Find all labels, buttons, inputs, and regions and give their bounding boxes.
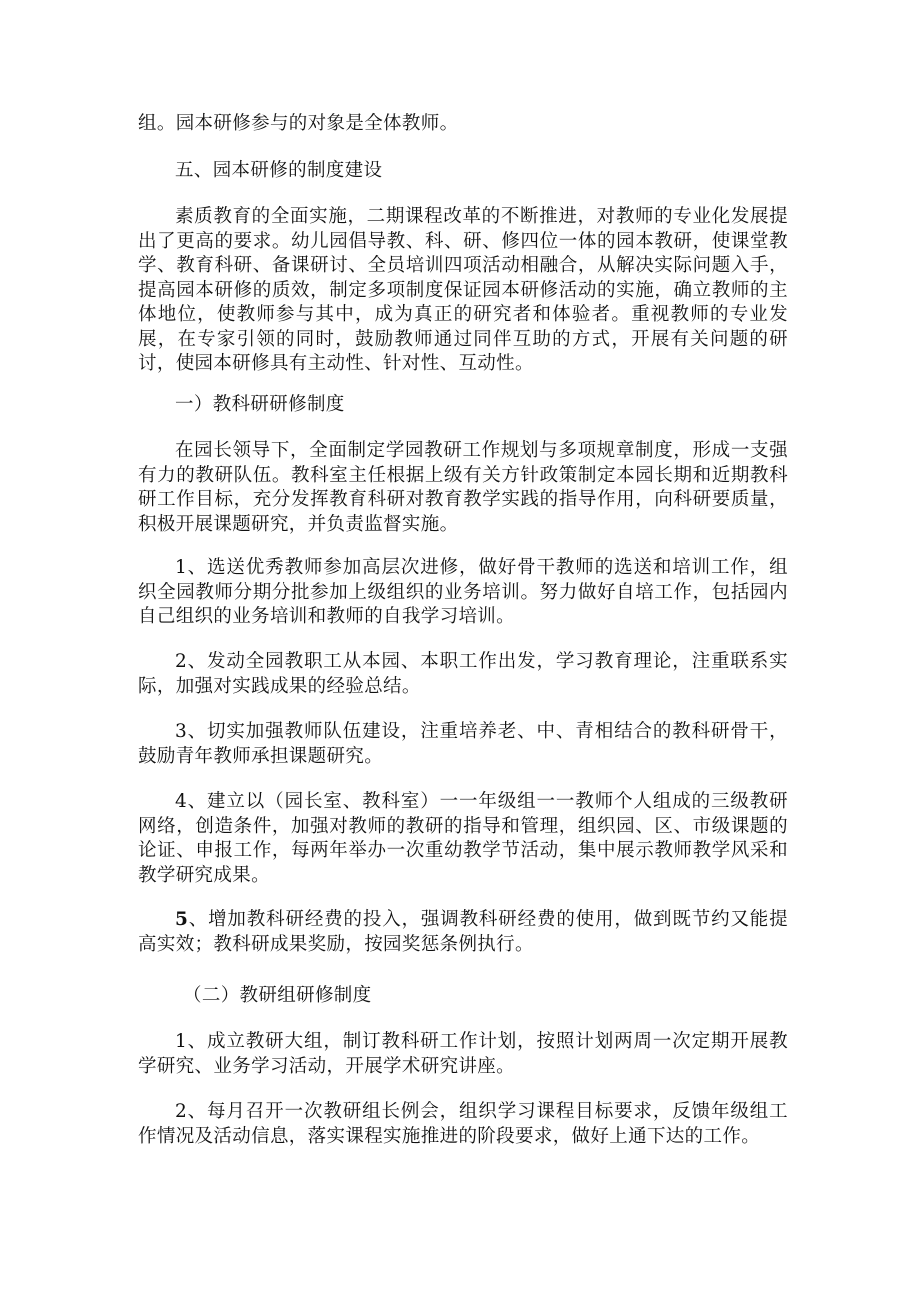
list-item-2-1: 1、成立教研大组，制订教科研工作计划，按照计划两周一次定期开展教学研究、业务学习活动，开展学术研究讲座。: [138, 1031, 788, 1077]
paragraph-intro: 素质教育的全面实施，二期课程改革的不断推进，对教师的专业化发展提出了更高的要求。幼儿园倡导教、科、研、修四位一体的园本教研，使课堂教学、教育科研、备课研讨、全员培训四项活动相融合，从解决实际问题入手，提高园本研修的质效，制定多项制度保证园本研修活动的实施，确立教师的主体地位，使教师参与其中，成为真正的研究者和体验者。重视教师的专业发展，在专家引领的同时，鼓励教师通过同伴互助的方式，开展有关问题的研讨，使园本研修具有主动性、针对性、互动性。: [138, 206, 788, 374]
subsection-heading-1: 一）教科研研修制度: [175, 394, 345, 415]
list-item-3: 3、切实加强教师队伍建设，注重培养老、中、青相结合的教科研骨干，鼓励青年教师承担课题研究。: [138, 721, 788, 767]
subsection-heading-2: （二）教研组研修制度: [183, 985, 372, 1006]
list-item-1: 1、选送优秀教师参加高层次进修，做好骨干教师的选送和培训工作，组织全园教师分期分批参加上级组织的业务培训。努力做好自培工作，包括园内自己组织的业务培训和教师的自我学习培训。: [138, 557, 788, 627]
list-item-4: 4、建立以（园长室、教科室）一一年级组一一教师个人组成的三级教研网络，创造条件，加强对教师的教研的指导和管理，组织园、区、市级课题的论证、申报工作，每两年举办一次重幼教学节活动，集中展示教师教学风采和教学研究成果。: [138, 791, 788, 886]
list-item-5-text: 、增加教科研经费的投入，强调教科研经费的使用，做到既节约又能提高实效；教科研成果奖励，按园奖惩条例执行。: [138, 909, 788, 955]
list-item-5-number: 5: [175, 909, 189, 930]
paragraph-leadership: 在园长领导下，全面制定学园教研工作规划与多项规章制度，形成一支强有力的教研队伍。教科室主任根据上级有关方针政策制定本园长期和近期教科研工作目标，充分发挥教育科研对教育教学实践的指导作用，向科研要质量，积极开展课题研究，并负责监督实施。: [138, 440, 788, 535]
list-item-5: [138, 908, 788, 957]
section-heading-5: 五、园本研修的制度建设: [175, 160, 383, 181]
list-item-2: 2、发动全园教职工从本园、本职工作出发，学习教育理论，注重联系实际，加强对实践成果的经验总结。: [138, 651, 788, 697]
list-item-2-2: 2、每月召开一次教研组长例会，组织学习课程目标要求，反馈年级组工作情况及活动信息，落实课程实施推进的阶段要求，做好上通下达的工作。: [138, 1101, 788, 1147]
paragraph-continuation: 组。园本研修参与的对象是全体教师。: [138, 113, 459, 134]
